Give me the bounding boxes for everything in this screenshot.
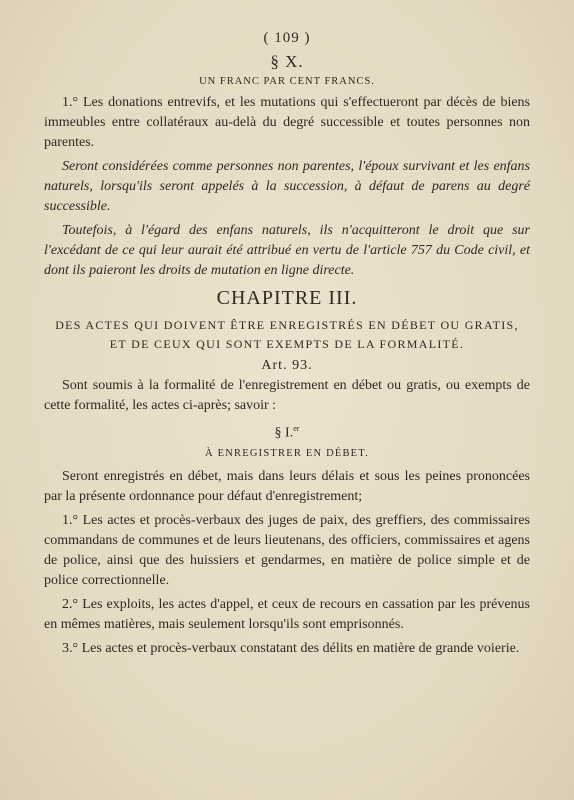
section-i-heading: À ENREGISTRER EN DÉBET. xyxy=(205,447,369,459)
chapter-subtitle-line-2: ET DE CEUX QUI SONT EXEMPTS DE LA FORMALITÉ. xyxy=(109,337,465,351)
chapter-subtitle-line-1: DES ACTES QUI DOIVENT ÊTRE ENREGISTRÉS EN DÉBET OU GRATIS, xyxy=(55,318,519,332)
section-i-intro: Seront enregistrés en débet, mais dans leurs délais et sous les peines prononcées par la présente ordonnance pour défaut d'enregistrement; xyxy=(44,468,530,504)
section-i-paragraph-1: 1.° Les actes et procès-verbaux des juges de paix, des greffiers, des commissaires commandans de communes et de leurs lieutenans, des officiers, commissaires et agens de police, ainsi que des huissiers et gendarmes, en matière de police simple et de police correctionnelle. xyxy=(44,512,530,588)
section-x-paragraph-2: Seront considérées comme personnes non parentes, l'époux survivant et les enfans naturels, lorsqu'ils seront appelés à la succession, à défaut de parens au degré successible. xyxy=(44,159,530,214)
section-i-mark-text: § I. xyxy=(274,425,294,441)
chapter-subtitle xyxy=(44,316,530,354)
page-number: ( 109 ) xyxy=(263,30,311,46)
section-i-paragraph-2: 2.° Les exploits, les actes d'appel, et ceux de recours en cassation par les prévenus en mêmes matières, mais seulement lorsqu'ils sont emprisonnés. xyxy=(44,596,530,632)
section-i-mark-sup: er xyxy=(293,424,300,433)
article-text: Sont soumis à la formalité de l'enregistrement en débet ou gratis, ou exempts de cette formalité, les actes ci-après; savoir : xyxy=(44,378,530,413)
article-label: Art. 93. xyxy=(261,358,313,373)
section-x-paragraph-3: Toutefois, à l'égard des enfans naturels, ils n'acquitteront le droit que sur l'excédant de ce qui leur aurait été attribué en vertu de l'article 757 du Code civil, et dont ils paieront les droits de mutation en ligne directe. xyxy=(44,223,530,278)
section-i-mark xyxy=(44,424,530,442)
section-x-paragraph-1: 1.° Les donations entrevifs, et les mutations qui s'effectueront par décès de biens immeubles entre collatéraux au-delà du degré successible et toutes personnes non parentes. xyxy=(44,95,530,150)
section-i-paragraph-3: 3.° Les actes et procès-verbaux constatant des délits en matière de grande voierie. xyxy=(62,640,520,656)
section-x-mark: § X. xyxy=(270,52,304,71)
chapter-title: CHAPITRE III. xyxy=(216,287,358,309)
section-x-heading: UN FRANC PAR CENT FRANCS. xyxy=(199,76,375,87)
